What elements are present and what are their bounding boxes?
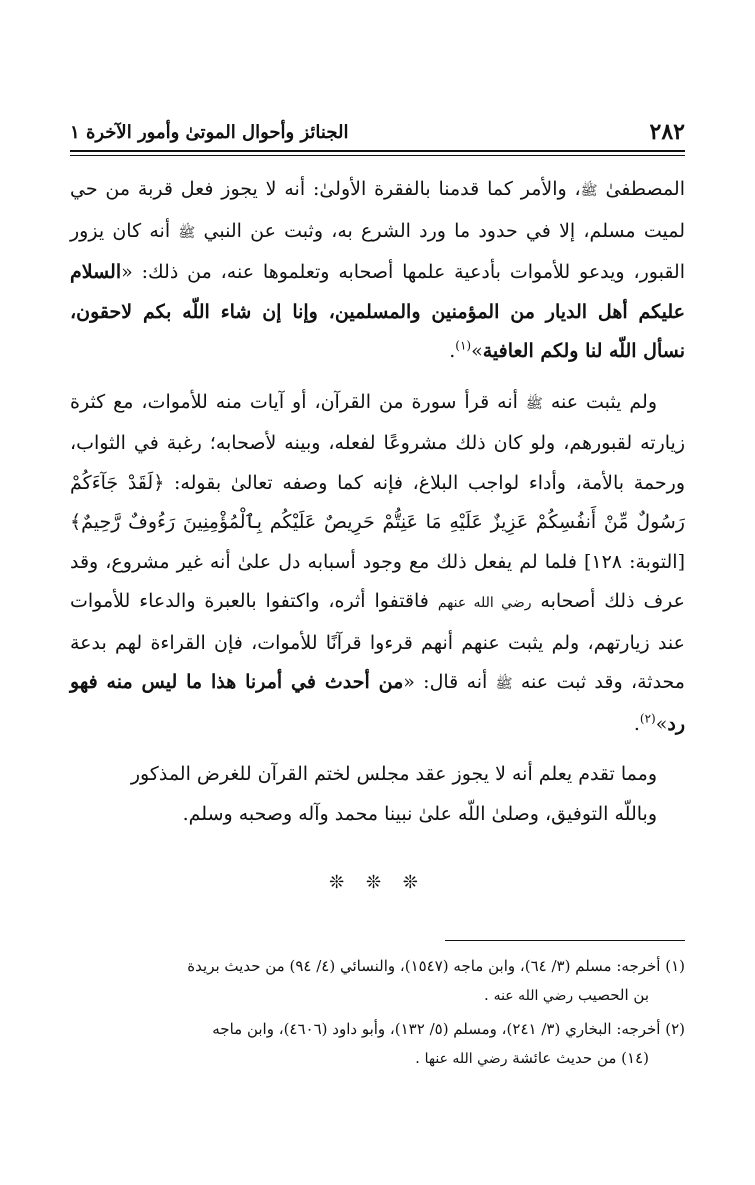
hadith-quote: السلام عليكم أهل الديار من المؤمنين والمسلمين، وإنا إن شاء اللّه بكم لاحقون، نسأل اللّه لنا ولكم العافية bbox=[70, 261, 685, 362]
radiallahu-anhum-icon: رضي الله عنهم bbox=[437, 595, 532, 611]
footnote-text: أخرجه: مسلم (٣/ ٦٤)، وابن ماجه (١٥٤٧)، والنسائي (٤/ ٩٤) من حديث بريدة bbox=[187, 957, 661, 975]
footnote-2: (٢) أخرجه: البخاري (٣/ ٢٤١)، ومسلم (٥/ ١٣٢)، وأبو داود (٤٦٠٦)، وابن ماجه (١٤) من حديث عائشة رضي الله عنها . bbox=[212, 1020, 685, 1067]
salawat-icon: ﷺ bbox=[178, 224, 196, 241]
footnote-rule bbox=[445, 940, 685, 941]
quran-verse: لَقَدْ جَآءَكُمْ رَسُولٌ مِّنْ أَنفُسِكُمْ عَزِيزٌ عَلَيْهِ مَا عَنِتُّمْ حَرِيصٌ عَلَيْكُم بِٱلْمُؤْمِنِينَ رَءُوفٌ رَّحِيمٌ bbox=[70, 471, 685, 533]
salawat-icon: ﷺ bbox=[580, 183, 598, 199]
salawat-icon: ﷺ bbox=[495, 676, 513, 692]
running-title: الجنائز وأحوال الموتىٰ وأمور الآخرة ١ bbox=[70, 121, 349, 143]
header-rule-thick bbox=[70, 150, 685, 152]
footnote-ref-1[interactable]: (١) bbox=[455, 338, 472, 353]
page-number: ٢٨٢ bbox=[649, 119, 685, 145]
footnotes bbox=[70, 952, 685, 1078]
footnote-marker: (١) bbox=[665, 957, 685, 975]
hadith-quote: من أحدث في أمرنا هذا ما ليس منه فهو رد bbox=[70, 671, 685, 735]
page-header bbox=[70, 112, 685, 152]
paragraph-1: المصطفىٰ ﷺ، والأمر كما قدمنا بالفقرة الأولىٰ: أنه لا يجوز فعل قربة من حي لميت مسلم، إلا في حدود ما ورد الشرع به، وثبت عن النبي ﷺ أنه كان يزور القبور، ويدعو للأموات بأدعية علمها أصحابه وتعلموها عنه، من ذلك: «السلام عليكم أهل الديار من المؤمنين والمسلمين، وإنا إن شاء اللّه بكم لاحقون، نسأل اللّه لنا ولكم العافية»$^{(١)}$. bbox=[70, 178, 685, 362]
main-text bbox=[70, 170, 685, 834]
footnote-ref-2[interactable]: (٢) bbox=[639, 711, 656, 726]
footnote-marker: (٢) bbox=[665, 1020, 685, 1038]
footnote-1: (١) أخرجه: مسلم (٣/ ٦٤)، وابن ماجه (١٥٤٧)، والنسائي (٤/ ٩٤) من حديث بريدة بن الحصيب رضي الله عنه . bbox=[187, 957, 685, 1004]
header-rule-thin bbox=[70, 155, 685, 156]
salawat-icon: ﷺ bbox=[525, 395, 543, 412]
radiallahu-anhu-icon: رضي الله عنه bbox=[493, 988, 574, 1004]
section-separator: ❊ ❊ ❊ bbox=[329, 872, 426, 893]
paragraph-2: ولم يثبت عنه ﷺ أنه قرأ سورة من القرآن، أو آيات منه للأموات، مع كثرة زيارته لقبورهم، ولو كان ذلك مشروعًا لفعله، وبينه لأصحابه؛ رغبة في الثواب، ورحمة بالأمة، وأداء لواجب البلاغ، فإنه كما وصفه تعالىٰ بقوله: ﴿لَقَدْ جَآءَكُمْ رَسُولٌ مِّنْ أَنفُسِكُمْ عَزِيزٌ عَلَيْهِ مَا عَنِتُّمْ حَرِيصٌ عَلَيْكُم بِٱلْمُؤْمِنِينَ رَءُوفٌ رَّحِيمٌ﴾ [التوبة: ١٢٨] فلما لم يفعل ذلك مع وجود أسبابه دل علىٰ أنه غير مشروع، وقد عرف ذلك أصحابه رضي الله عنهم فاقتفوا أثره، واكتفوا بالعبرة والدعاء للأموات عند زيارتهم، ولم يثبت عنهم أنهم قرءوا قرآنًا للأموات، فإن القراءة لهم بدعة محدثة، وقد ثبت عنه ﷺ أنه قال: «من أحدث في أمرنا هذا ما ليس منه فهو رد»$^{(٢)}$. bbox=[70, 390, 685, 735]
paragraph-3: ومما تقدم يعلم أنه لا يجوز عقد مجلس لختم القرآن للغرض المذكور bbox=[130, 763, 657, 785]
radiallahu-anha-icon: رضي الله عنها bbox=[424, 1051, 508, 1067]
footnote-text: أخرجه: البخاري (٣/ ٢٤١)، ومسلم (٥/ ١٣٢)، وأبو داود (٤٦٠٦)، وابن ماجه bbox=[212, 1020, 661, 1038]
paragraph-4: وباللّه التوفيق، وصلىٰ اللّه علىٰ نبينا محمد وآله وصحبه وسلم. bbox=[182, 802, 657, 825]
